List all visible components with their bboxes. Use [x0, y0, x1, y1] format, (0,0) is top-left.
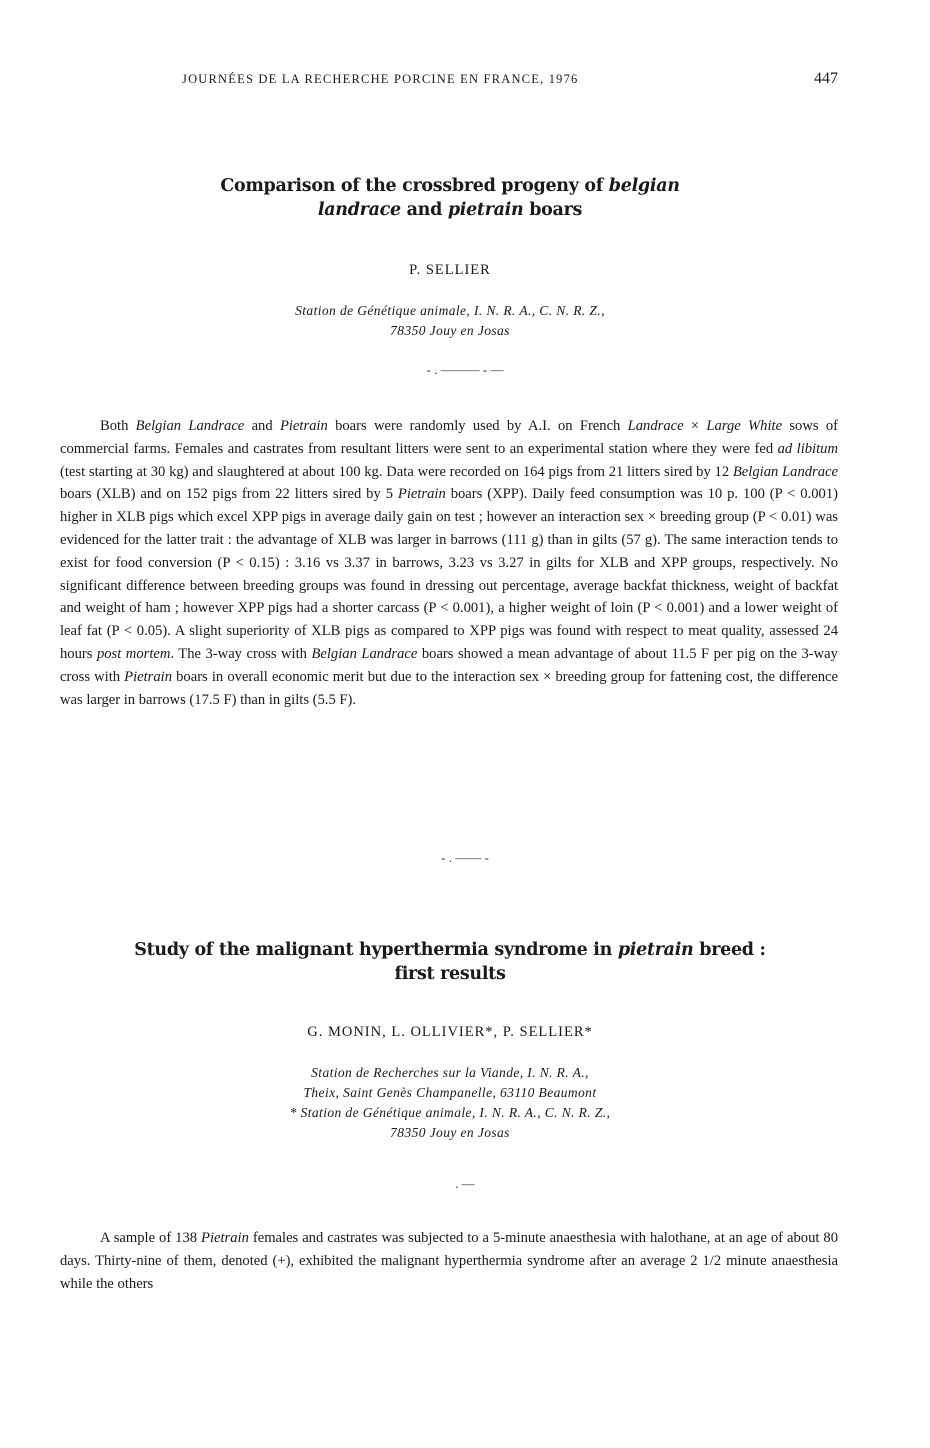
article1-abstract-text-run: boars in overall economic merit but due to the interaction sex × breeding group for fattening cost, the difference was larger in barrows (17.5 F) than in gilts (5.5 F).: [60, 668, 838, 708]
article1-abstract-italic-run: post mortem: [96, 645, 171, 662]
article1-title-em2: pietrain: [447, 200, 524, 220]
article2-title-part1: Study of the malignant hyperthermia syndrome in: [134, 940, 618, 960]
article1-abstract-text-run: ×: [683, 418, 707, 434]
article2-abstract: [60, 1227, 838, 1295]
article1-title-em1: belgian: [608, 176, 680, 196]
article1-abstract-italic-run: Belgian Landrace: [135, 418, 245, 434]
article1-abstract-text-run: boars (XLB) and on 152 pigs from 22 litters sired by 5: [60, 486, 398, 503]
article2-title-part2: breed :: [693, 940, 766, 960]
article2-title: [60, 938, 840, 986]
article1-abstract-italic-run: Landrace: [627, 418, 684, 434]
article2-divider: . —: [455, 1176, 475, 1191]
article2-affiliation-line3: * Station de Génétique animale, I. N. R. A., C. N. R. Z.,: [289, 1105, 611, 1120]
article1-authors: P. SELLIER: [409, 262, 491, 278]
article1-abstract-text-run: (test starting at 30 kg) and slaughtered at about 100 kg. Data were recorded on 164 pigs from 21 litters sired by 12: [60, 463, 733, 480]
article1-affiliation-line1: Station de Génétique animale, I. N. R. A., C. N. R. Z.,: [295, 303, 605, 318]
article1-abstract-text-run: and: [244, 418, 280, 434]
article2-abstract-text-run: females and castrates was subjected to a 5-minute anaesthesia with halothane, at an age of about 80 days. Thirty-nine of them, denoted (+), exhibited the malignant hyperthermia syndrome after an average 2 1/2 minute anaesthesia while the others: [60, 1230, 838, 1292]
article1-abstract-text-run: boars were randomly used by A.I. on French: [327, 418, 628, 434]
article1-affiliation-line2: 78350 Jouy en Josas: [390, 323, 510, 338]
article2-abstract-text-run: A sample of 138: [100, 1230, 202, 1246]
article1-title-part1: Comparison of the crossbred progeny of: [220, 176, 609, 196]
article2-title-line2: first results: [394, 964, 506, 984]
article1-abstract-text-run: boars (XPP). Daily feed consumption was 10 p. 100 (P < 0.001) higher in XLB pigs which excel XPP pigs in average daily gain on test ; however an interaction sex × breeding group (P < 0.01) was evidenced for the latter trait : the advantage of XLB was larger in barrows (111 g) than in gilts (57 g). The same interaction tends to exist for food conversion (P < 0.15) : 3.16 vs 3.37 in barrows, 3.23 vs 3.27 in gilts for XLB and XPP groups, respectively. No significant difference between breeding groups was found in dressing out percentage, average backfat thickness, weight of backfat and weight of ham ; however XPP pigs had a shorter carcass (P < 0.001), a higher weight of loin (P < 0.001) and a lower weight of leaf fat (P < 0.05). A slight superiority of XLB pigs as compared to XPP pigs was found with respect to meat quality, assessed 24 hours: [60, 486, 838, 662]
article2-affiliation-line1: Station de Recherches sur la Viande, I. N. R. A.,: [311, 1065, 589, 1080]
journal-title: JOURNÉES DE LA RECHERCHE PORCINE EN FRANCE, 1976: [182, 72, 579, 86]
article1-abstract: [60, 415, 838, 711]
article1-abstract-italic-run: ad libitum: [777, 440, 838, 457]
article1-divider: - . ——— - —: [426, 362, 504, 377]
article2-abstract-text: [60, 1227, 838, 1295]
article1-title-part4: boars: [523, 200, 583, 220]
article1-abstract-italic-run: Belgian Landrace: [311, 645, 418, 662]
running-header: [0, 72, 930, 96]
article1-abstract-text: [60, 415, 838, 711]
article1-abstract-italic-run: Large White: [706, 418, 783, 434]
article2-affiliation-line4: 78350 Jouy en Josas: [390, 1125, 510, 1140]
article1-abstract-italic-run: Belgian Landrace: [732, 463, 838, 480]
article1-end-divider: - . —— -: [441, 850, 489, 865]
article1-title-part2: landrace: [317, 200, 401, 220]
article1-abstract-text-run: boars showed a mean advantage of about 11.5 F per pig on the 3-way cross with: [60, 645, 838, 685]
article2-title-em1: pietrain: [617, 940, 694, 960]
article1-abstract-text-run: Both: [100, 418, 136, 434]
article1-abstract-italic-run: Pietrain: [124, 668, 173, 685]
article1-abstract-text-run: sows of commercial farms. Females and castrates from resultant litters were sent to an experimental station where they were fed: [60, 418, 838, 457]
article1-abstract-text-run: . The 3-way cross with: [170, 645, 312, 662]
article2-authors: G. MONIN, L. OLLIVIER*, P. SELLIER*: [307, 1024, 593, 1040]
article1-abstract-italic-run: Pietrain: [397, 486, 446, 503]
article1-affiliation: [60, 301, 840, 341]
article2-affiliation: [60, 1063, 840, 1143]
article1-abstract-italic-run: Pietrain: [279, 418, 328, 434]
article1-title: [60, 174, 840, 222]
page-number: 447: [814, 70, 838, 87]
article1-title-part3: and: [400, 200, 448, 220]
article2-affiliation-line2: Theix, Saint Genès Champanelle, 63110 Beaumont: [303, 1085, 597, 1100]
article2-abstract-italic-run: Pietrain: [201, 1230, 249, 1246]
